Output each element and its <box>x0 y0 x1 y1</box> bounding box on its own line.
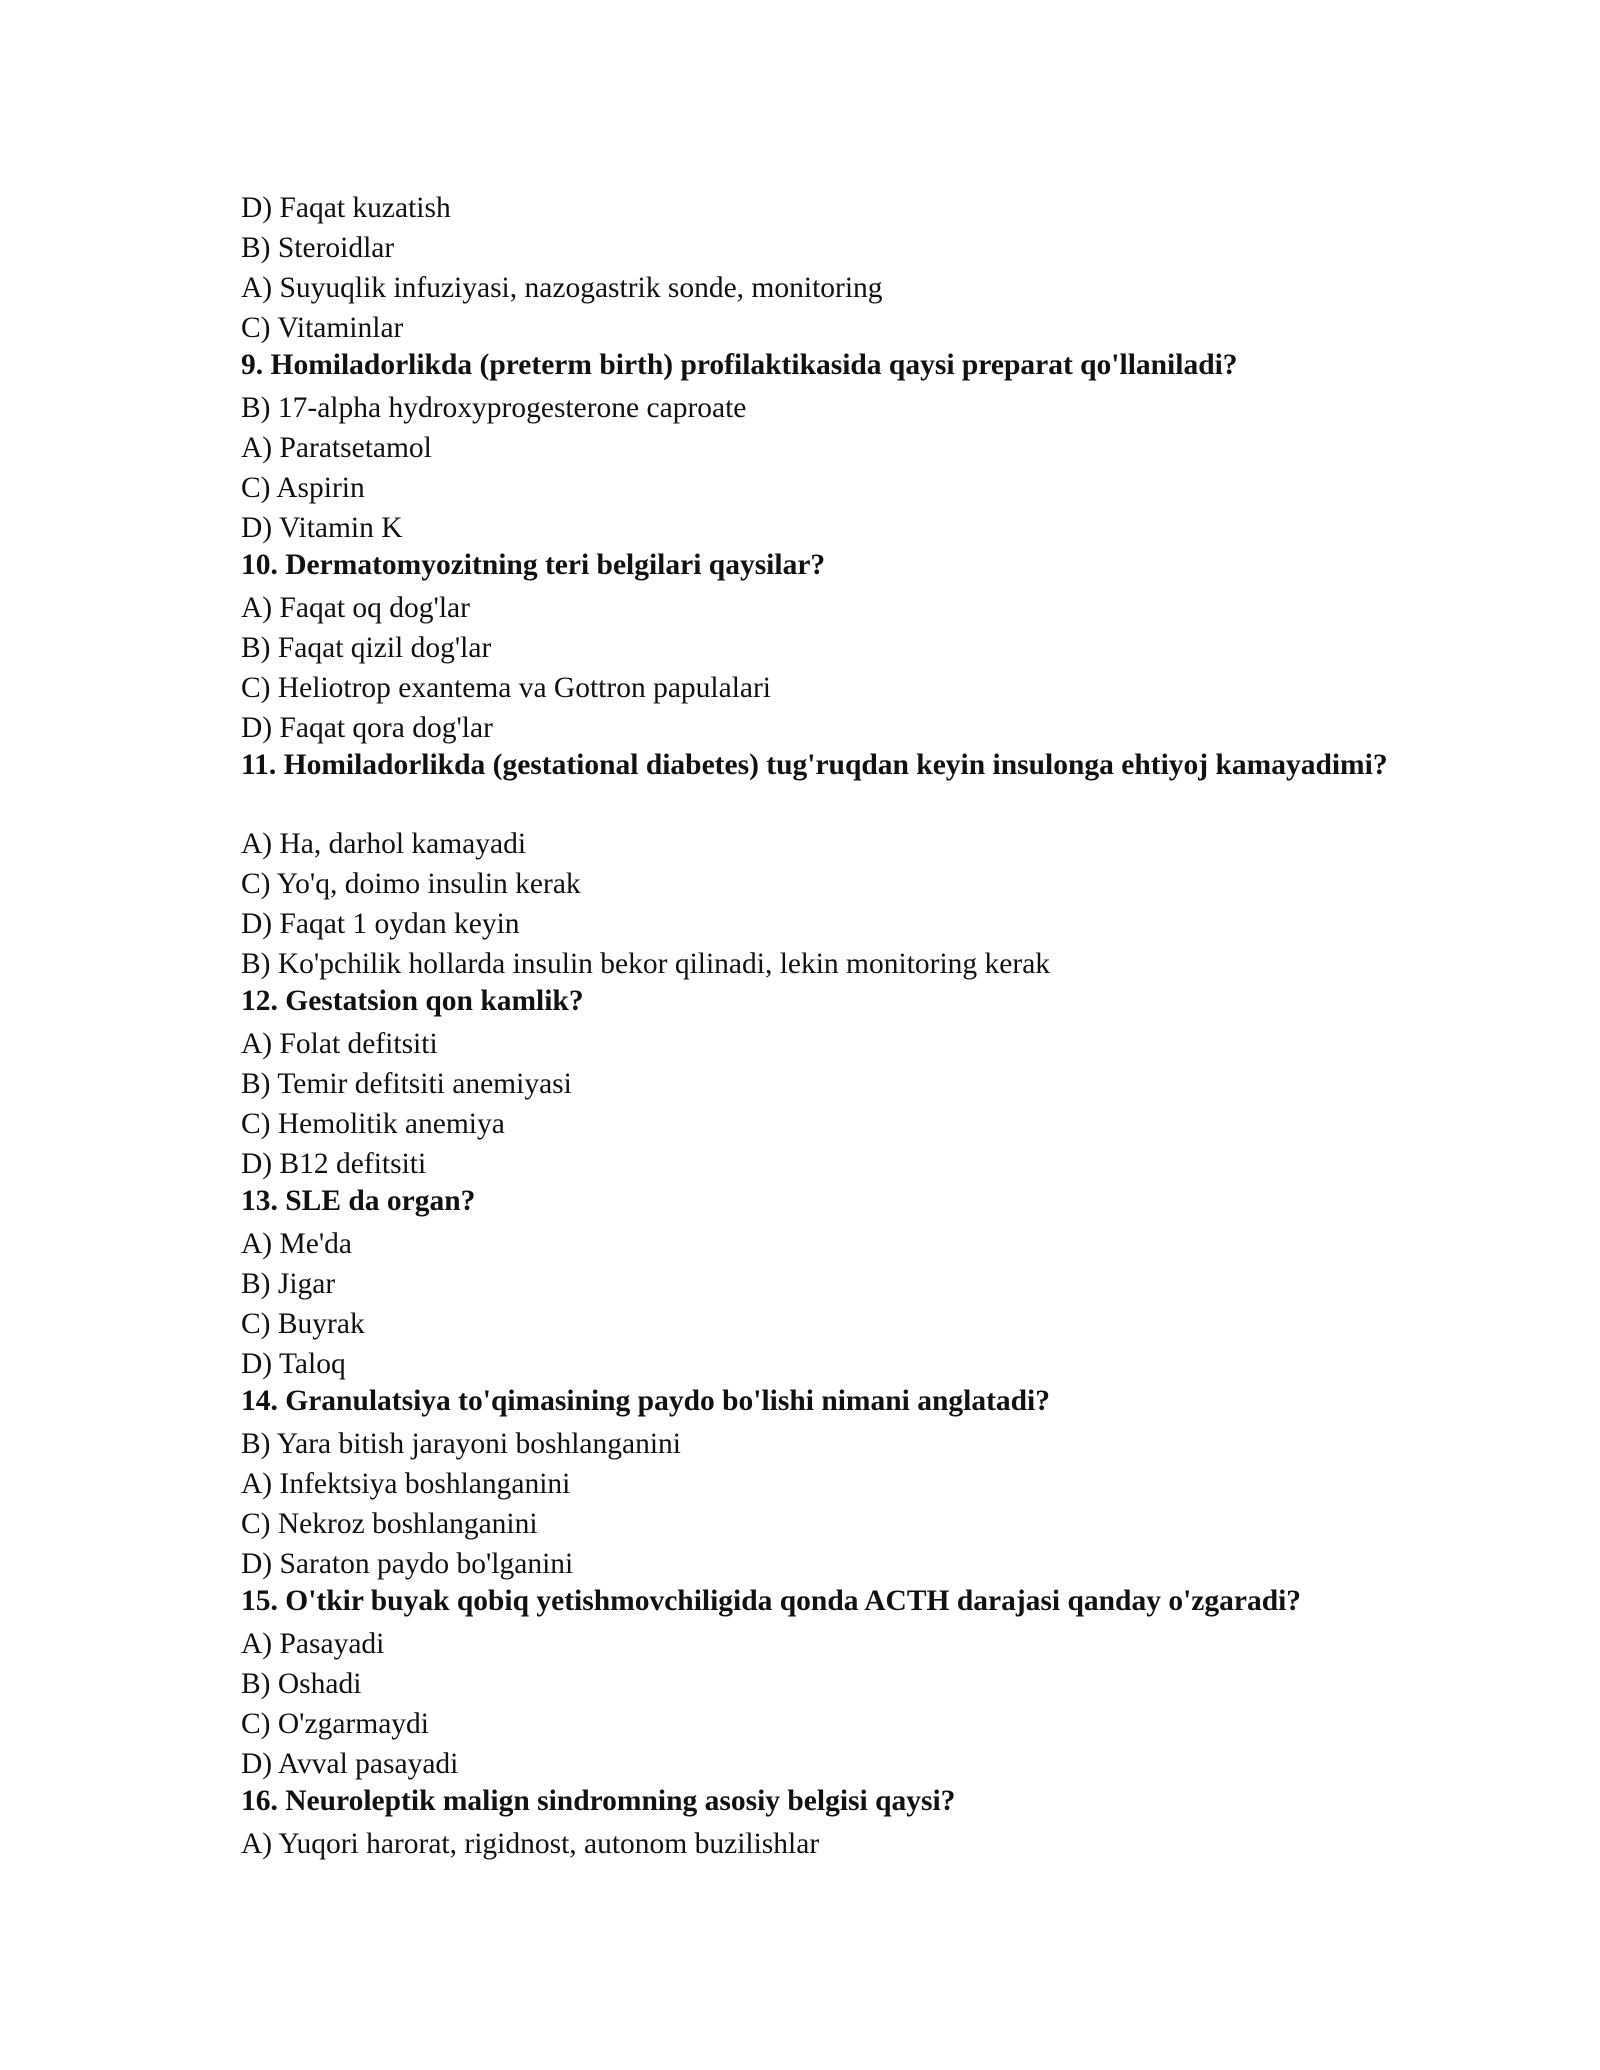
answer-option: A) Pasayadi <box>241 1628 385 1660</box>
lead-options <box>241 188 1421 348</box>
question-block <box>241 1784 1421 1864</box>
question-title: 14. Granulatsiya to'qimasining paydo bo'lishi nimani anglatadi? <box>241 1385 1051 1417</box>
answer-option: A) Folat defitsiti <box>241 1028 438 1060</box>
answer-option: B) Temir defitsiti anemiyasi <box>241 1068 572 1100</box>
question-title: 13. SLE da organ? <box>241 1185 476 1217</box>
answer-option: C) Yo'q, doimo insulin kerak <box>241 868 581 900</box>
answer-option: A) Suyuqlik infuziyasi, nazogastrik sonde, monitoring <box>241 272 883 304</box>
answer-option: B) Jigar <box>241 1268 336 1300</box>
question-title: 15. O'tkir buyak qobiq yetishmovchiligida qonda ACTH darajasi qanday o'zgaradi? <box>241 1585 1302 1617</box>
answer-option: D) Avval pasayadi <box>241 1748 459 1780</box>
question-block <box>241 748 1421 984</box>
answer-option: B) Yara bitish jarayoni boshlanganini <box>241 1428 681 1460</box>
question-block <box>241 984 1421 1184</box>
answer-option: C) Heliotrop exantema va Gottron papulalari <box>241 672 772 704</box>
answer-option: C) Nekroz boshlanganini <box>241 1508 538 1540</box>
answer-option: C) Aspirin <box>241 472 365 504</box>
answer-option: D) Faqat kuzatish <box>241 192 451 224</box>
question-title: 9. Homiladorlikda (preterm birth) profilaktikasida qaysi preparat qo'llaniladi? <box>241 349 1238 381</box>
question-title: 10. Dermatomyozitning teri belgilari qaysilar? <box>241 549 826 581</box>
question-block <box>241 548 1421 748</box>
answer-option: A) Infektsiya boshlanganini <box>241 1468 571 1500</box>
question-block <box>241 1184 1421 1384</box>
answer-option: A) Me'da <box>241 1228 352 1260</box>
answer-option: A) Yuqori harorat, rigidnost, autonom buzilishlar <box>241 1828 820 1860</box>
answer-option: C) Vitaminlar <box>241 312 404 344</box>
answer-option: B) Ko'pchilik hollarda insulin bekor qilinadi, lekin monitoring kerak <box>241 948 1051 980</box>
answer-option: C) Buyrak <box>241 1308 365 1340</box>
answer-option: B) Faqat qizil dog'lar <box>241 632 492 664</box>
answer-option: C) O'zgarmaydi <box>241 1708 429 1740</box>
answer-option: A) Ha, darhol kamayadi <box>241 828 527 860</box>
answer-option: B) 17-alpha hydroxyprogesterone caproate <box>241 392 747 424</box>
answer-option: D) Taloq <box>241 1348 346 1380</box>
answer-option: A) Faqat oq dog'lar <box>241 592 470 624</box>
question-title: 12. Gestatsion qon kamlik? <box>241 985 584 1017</box>
answer-option: B) Oshadi <box>241 1668 362 1700</box>
question-block <box>241 1384 1421 1584</box>
question-title: 11. Homiladorlikda (gestational diabetes) tug'ruqdan keyin insulonga ehtiyoj kamayadimi? <box>241 749 1388 781</box>
question-title: 16. Neuroleptik malign sindromning asosiy belgisi qaysi? <box>241 1785 956 1817</box>
answer-option: B) Steroidlar <box>241 232 395 264</box>
answer-option: D) Faqat 1 oydan keyin <box>241 908 520 940</box>
answer-option: A) Paratsetamol <box>241 432 432 464</box>
answer-option: D) B12 defitsiti <box>241 1148 427 1180</box>
answer-option: D) Saraton paydo bo'lganini <box>241 1548 574 1580</box>
document-page <box>241 188 1421 1864</box>
answer-option: D) Vitamin K <box>241 512 403 544</box>
question-block <box>241 1584 1421 1784</box>
answer-option: C) Hemolitik anemiya <box>241 1108 505 1140</box>
answer-option: D) Faqat qora dog'lar <box>241 712 493 744</box>
question-block <box>241 348 1421 548</box>
